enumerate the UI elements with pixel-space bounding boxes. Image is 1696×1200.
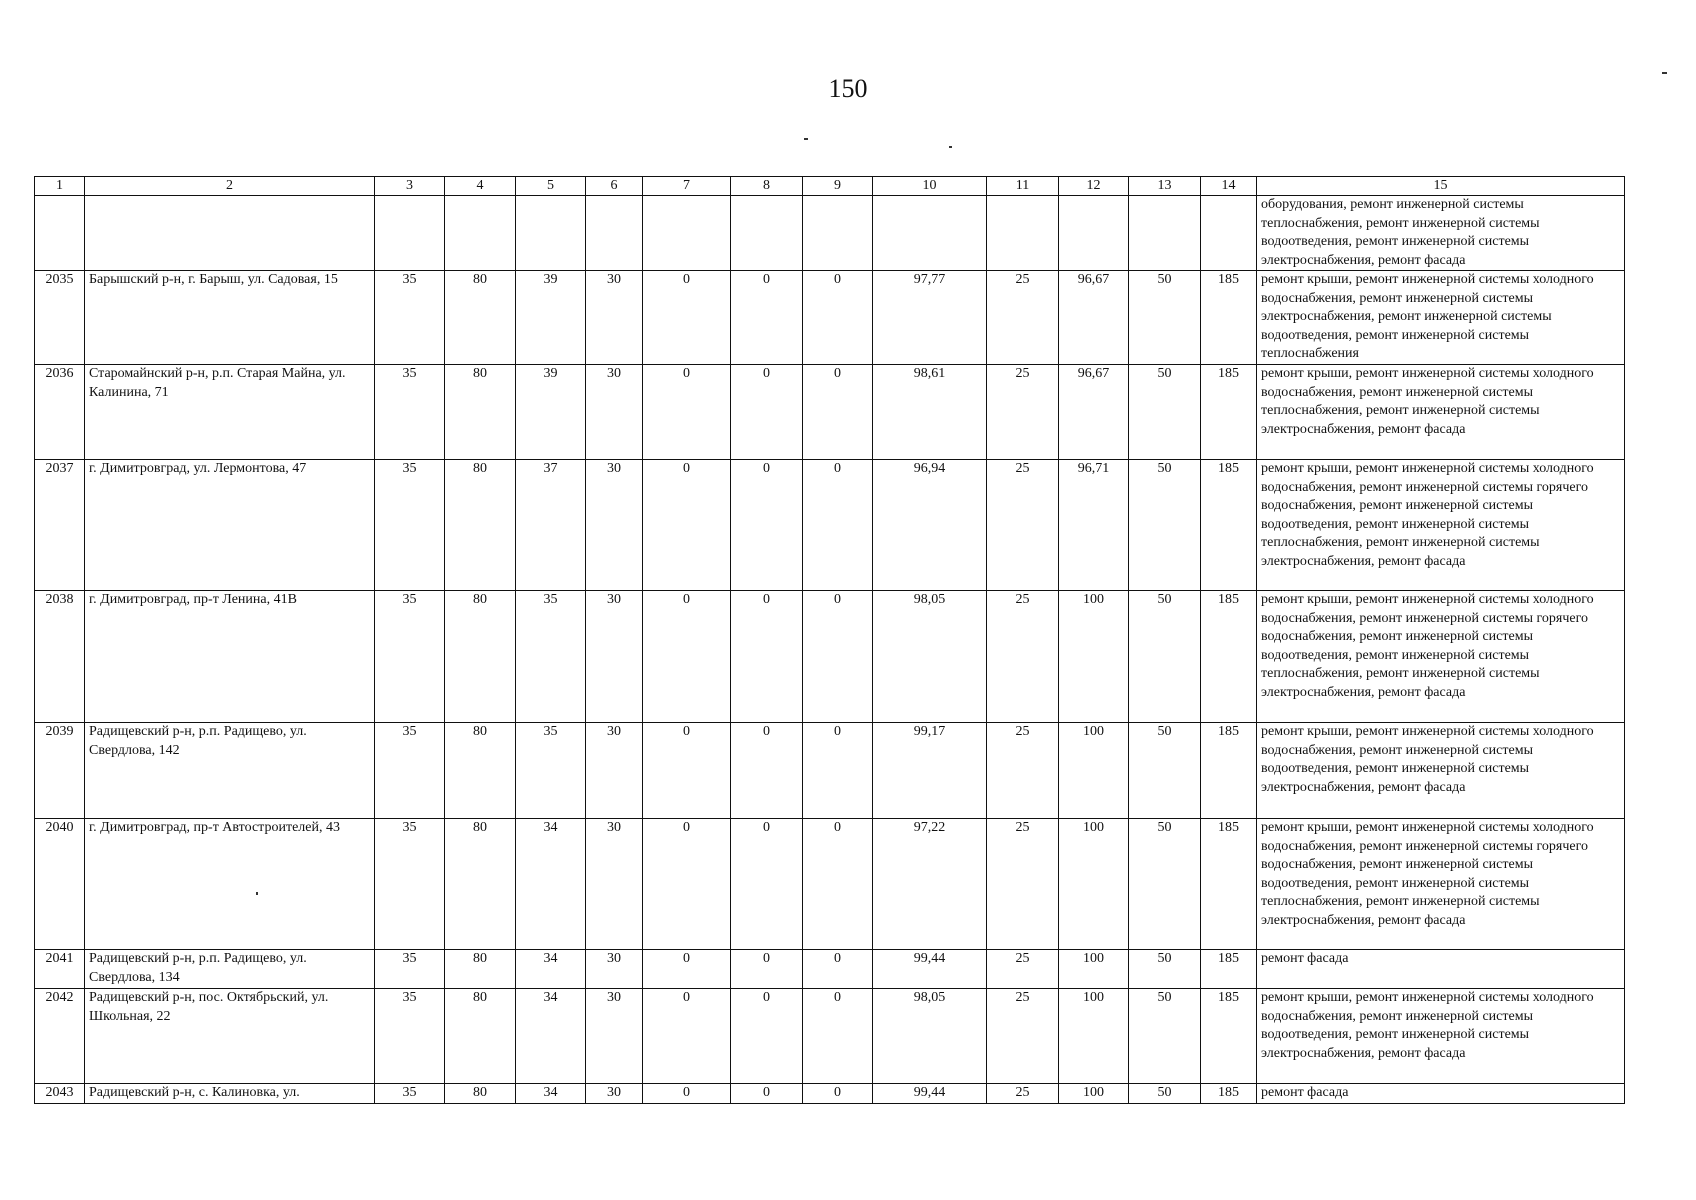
value-cell: 99,17 xyxy=(873,723,987,819)
value-cell: 0 xyxy=(803,271,873,365)
value-cell: 35 xyxy=(516,591,586,723)
value-cell: 0 xyxy=(643,365,731,460)
value-cell: 39 xyxy=(516,271,586,365)
works-cell: ремонт крыши, ремонт инженерной системы холодного водоснабжения, ремонт инженерной системы горячего водоснабжения, ремонт инженерной системы водоотведения, ремонт инженерной системы теплоснабжения, ремонт инженерной системы электроснабжения, ремонт фасада xyxy=(1257,819,1625,950)
value-cell: 98,05 xyxy=(873,591,987,723)
table-row xyxy=(35,460,1625,591)
address-cell: Барышский р-н, г. Барыш, ул. Садовая, 15 xyxy=(85,271,375,365)
value-cell: 25 xyxy=(987,950,1059,989)
value-cell: 80 xyxy=(445,819,516,950)
value-cell: 25 xyxy=(987,591,1059,723)
row-number: 2035 xyxy=(35,271,85,365)
value-cell: 30 xyxy=(586,591,643,723)
value-cell xyxy=(803,196,873,271)
value-cell xyxy=(1129,196,1201,271)
value-cell: 185 xyxy=(1201,989,1257,1084)
works-cell: ремонт крыши, ремонт инженерной системы холодного водоснабжения, ремонт инженерной системы теплоснабжения, ремонт инженерной системы электроснабжения, ремонт фасада xyxy=(1257,365,1625,460)
value-cell: 30 xyxy=(586,723,643,819)
value-cell: 50 xyxy=(1129,1084,1201,1104)
value-cell: 0 xyxy=(803,1084,873,1104)
value-cell: 80 xyxy=(445,950,516,989)
value-cell: 0 xyxy=(803,460,873,591)
value-cell: 0 xyxy=(731,271,803,365)
scan-speck xyxy=(804,138,808,140)
column-header: 1 xyxy=(35,177,85,196)
value-cell: 35 xyxy=(375,1084,445,1104)
column-header: 4 xyxy=(445,177,516,196)
value-cell: 50 xyxy=(1129,989,1201,1084)
value-cell: 35 xyxy=(375,819,445,950)
column-header: 15 xyxy=(1257,177,1625,196)
registry-table xyxy=(34,176,1625,1104)
value-cell xyxy=(987,196,1059,271)
value-cell: 0 xyxy=(803,989,873,1084)
value-cell: 0 xyxy=(731,989,803,1084)
value-cell: 30 xyxy=(586,460,643,591)
value-cell: 80 xyxy=(445,1084,516,1104)
table-row xyxy=(35,591,1625,723)
address-cell xyxy=(85,196,375,271)
value-cell: 98,05 xyxy=(873,989,987,1084)
value-cell xyxy=(1059,196,1129,271)
row-number: 2040 xyxy=(35,819,85,950)
address-cell: г. Димитровград, пр-т Ленина, 41В xyxy=(85,591,375,723)
row-number: 2043 xyxy=(35,1084,85,1104)
works-cell: ремонт крыши, ремонт инженерной системы холодного водоснабжения, ремонт инженерной системы водоотведения, ремонт инженерной системы электроснабжения, ремонт фасада xyxy=(1257,723,1625,819)
value-cell: 0 xyxy=(803,591,873,723)
value-cell: 35 xyxy=(375,989,445,1084)
value-cell: 185 xyxy=(1201,460,1257,591)
value-cell: 99,44 xyxy=(873,1084,987,1104)
value-cell: 97,77 xyxy=(873,271,987,365)
column-header: 5 xyxy=(516,177,586,196)
value-cell xyxy=(445,196,516,271)
column-header: 9 xyxy=(803,177,873,196)
value-cell: 99,44 xyxy=(873,950,987,989)
value-cell: 50 xyxy=(1129,950,1201,989)
value-cell: 80 xyxy=(445,365,516,460)
value-cell: 39 xyxy=(516,365,586,460)
value-cell: 0 xyxy=(803,819,873,950)
value-cell: 25 xyxy=(987,819,1059,950)
column-header: 2 xyxy=(85,177,375,196)
works-cell: ремонт крыши, ремонт инженерной системы холодного водоснабжения, ремонт инженерной системы горячего водоснабжения, ремонт инженерной системы водоотведения, ремонт инженерной системы теплоснабжения, ремонт инженерной системы электроснабжения, ремонт фасада xyxy=(1257,591,1625,723)
value-cell: 80 xyxy=(445,460,516,591)
value-cell: 37 xyxy=(516,460,586,591)
column-number-row xyxy=(35,177,1625,196)
works-cell: ремонт фасада xyxy=(1257,1084,1625,1104)
value-cell: 30 xyxy=(586,365,643,460)
value-cell: 0 xyxy=(643,989,731,1084)
column-header: 10 xyxy=(873,177,987,196)
value-cell xyxy=(516,196,586,271)
value-cell: 185 xyxy=(1201,1084,1257,1104)
value-cell: 100 xyxy=(1059,950,1129,989)
address-cell: г. Димитровград, ул. Лермонтова, 47 xyxy=(85,460,375,591)
value-cell: 80 xyxy=(445,271,516,365)
value-cell: 100 xyxy=(1059,989,1129,1084)
value-cell: 0 xyxy=(643,460,731,591)
value-cell: 0 xyxy=(643,723,731,819)
value-cell: 0 xyxy=(731,365,803,460)
address-cell: г. Димитровград, пр-т Автостроителей, 43 xyxy=(85,819,375,950)
value-cell: 185 xyxy=(1201,271,1257,365)
address-cell: Радищевский р-н, р.п. Радищево, ул. Свердлова, 142 xyxy=(85,723,375,819)
works-cell: ремонт крыши, ремонт инженерной системы холодного водоснабжения, ремонт инженерной системы электроснабжения, ремонт инженерной системы водоотведения, ремонт инженерной системы теплоснабжения xyxy=(1257,271,1625,365)
value-cell: 0 xyxy=(731,591,803,723)
value-cell: 34 xyxy=(516,819,586,950)
scan-speck xyxy=(949,146,952,148)
value-cell: 185 xyxy=(1201,950,1257,989)
address-cell: Радищевский р-н, с. Калиновка, ул. xyxy=(85,1084,375,1104)
value-cell: 100 xyxy=(1059,591,1129,723)
value-cell: 50 xyxy=(1129,819,1201,950)
table-row xyxy=(35,819,1625,950)
value-cell xyxy=(643,196,731,271)
value-cell: 0 xyxy=(643,591,731,723)
value-cell: 0 xyxy=(643,1084,731,1104)
value-cell: 0 xyxy=(803,950,873,989)
value-cell: 25 xyxy=(987,989,1059,1084)
value-cell xyxy=(375,196,445,271)
value-cell: 80 xyxy=(445,591,516,723)
value-cell: 100 xyxy=(1059,1084,1129,1104)
value-cell: 185 xyxy=(1201,591,1257,723)
value-cell: 0 xyxy=(803,365,873,460)
column-header: 12 xyxy=(1059,177,1129,196)
works-cell: ремонт фасада xyxy=(1257,950,1625,989)
value-cell: 50 xyxy=(1129,591,1201,723)
works-cell: ремонт крыши, ремонт инженерной системы холодного водоснабжения, ремонт инженерной системы горячего водоснабжения, ремонт инженерной системы водоотведения, ремонт инженерной системы теплоснабжения, ремонт инженерной системы электроснабжения, ремонт фасада xyxy=(1257,460,1625,591)
address-cell: Старомайнский р-н, р.п. Старая Майна, ул. Калинина, 71 xyxy=(85,365,375,460)
value-cell: 185 xyxy=(1201,723,1257,819)
value-cell: 50 xyxy=(1129,365,1201,460)
value-cell xyxy=(731,196,803,271)
value-cell: 80 xyxy=(445,989,516,1084)
value-cell: 30 xyxy=(586,950,643,989)
scan-speck xyxy=(1662,72,1667,74)
table-row xyxy=(35,723,1625,819)
value-cell: 35 xyxy=(375,591,445,723)
table-row xyxy=(35,1084,1625,1104)
value-cell: 80 xyxy=(445,723,516,819)
value-cell: 185 xyxy=(1201,819,1257,950)
row-number: 2036 xyxy=(35,365,85,460)
value-cell: 50 xyxy=(1129,271,1201,365)
value-cell: 25 xyxy=(987,460,1059,591)
table-row xyxy=(35,196,1625,271)
value-cell: 35 xyxy=(375,723,445,819)
address-cell: Радищевский р-н, р.п. Радищево, ул. Свердлова, 134 xyxy=(85,950,375,989)
table-row xyxy=(35,271,1625,365)
value-cell: 50 xyxy=(1129,460,1201,591)
value-cell: 185 xyxy=(1201,365,1257,460)
value-cell: 0 xyxy=(643,950,731,989)
row-number: 2042 xyxy=(35,989,85,1084)
works-cell: оборудования, ремонт инженерной системы теплоснабжения, ремонт инженерной системы водоотведения, ремонт инженерной системы электроснабжения, ремонт фасада xyxy=(1257,196,1625,271)
value-cell: 34 xyxy=(516,989,586,1084)
value-cell: 35 xyxy=(375,460,445,591)
value-cell: 0 xyxy=(731,723,803,819)
value-cell: 0 xyxy=(731,950,803,989)
value-cell: 96,94 xyxy=(873,460,987,591)
value-cell: 35 xyxy=(375,271,445,365)
value-cell xyxy=(873,196,987,271)
value-cell: 34 xyxy=(516,1084,586,1104)
value-cell: 25 xyxy=(987,271,1059,365)
row-number: 2039 xyxy=(35,723,85,819)
value-cell: 0 xyxy=(731,460,803,591)
value-cell: 96,67 xyxy=(1059,365,1129,460)
column-header: 8 xyxy=(731,177,803,196)
value-cell: 0 xyxy=(643,819,731,950)
value-cell: 35 xyxy=(516,723,586,819)
value-cell: 100 xyxy=(1059,819,1129,950)
table-row xyxy=(35,365,1625,460)
value-cell: 35 xyxy=(375,365,445,460)
address-cell: Радищевский р-н, пос. Октябрьский, ул. Школьная, 22 xyxy=(85,989,375,1084)
value-cell xyxy=(1201,196,1257,271)
value-cell: 30 xyxy=(586,1084,643,1104)
value-cell: 35 xyxy=(375,950,445,989)
column-header: 7 xyxy=(643,177,731,196)
value-cell: 25 xyxy=(987,723,1059,819)
row-number: 2037 xyxy=(35,460,85,591)
value-cell: 30 xyxy=(586,819,643,950)
value-cell: 30 xyxy=(586,271,643,365)
column-header: 3 xyxy=(375,177,445,196)
value-cell xyxy=(586,196,643,271)
column-header: 11 xyxy=(987,177,1059,196)
works-cell: ремонт крыши, ремонт инженерной системы холодного водоснабжения, ремонт инженерной системы водоотведения, ремонт инженерной системы электроснабжения, ремонт фасада xyxy=(1257,989,1625,1084)
column-header: 14 xyxy=(1201,177,1257,196)
value-cell: 25 xyxy=(987,1084,1059,1104)
value-cell: 100 xyxy=(1059,723,1129,819)
table-row xyxy=(35,989,1625,1084)
row-number xyxy=(35,196,85,271)
value-cell: 0 xyxy=(803,723,873,819)
value-cell: 97,22 xyxy=(873,819,987,950)
value-cell: 50 xyxy=(1129,723,1201,819)
value-cell: 34 xyxy=(516,950,586,989)
value-cell: 0 xyxy=(643,271,731,365)
row-number: 2038 xyxy=(35,591,85,723)
page-number: 150 xyxy=(828,74,868,103)
value-cell: 96,67 xyxy=(1059,271,1129,365)
column-header: 13 xyxy=(1129,177,1201,196)
row-number: 2041 xyxy=(35,950,85,989)
value-cell: 30 xyxy=(586,989,643,1084)
table-row xyxy=(35,950,1625,989)
value-cell: 96,71 xyxy=(1059,460,1129,591)
value-cell: 0 xyxy=(731,1084,803,1104)
column-header: 6 xyxy=(586,177,643,196)
value-cell: 98,61 xyxy=(873,365,987,460)
value-cell: 0 xyxy=(731,819,803,950)
value-cell: 25 xyxy=(987,365,1059,460)
